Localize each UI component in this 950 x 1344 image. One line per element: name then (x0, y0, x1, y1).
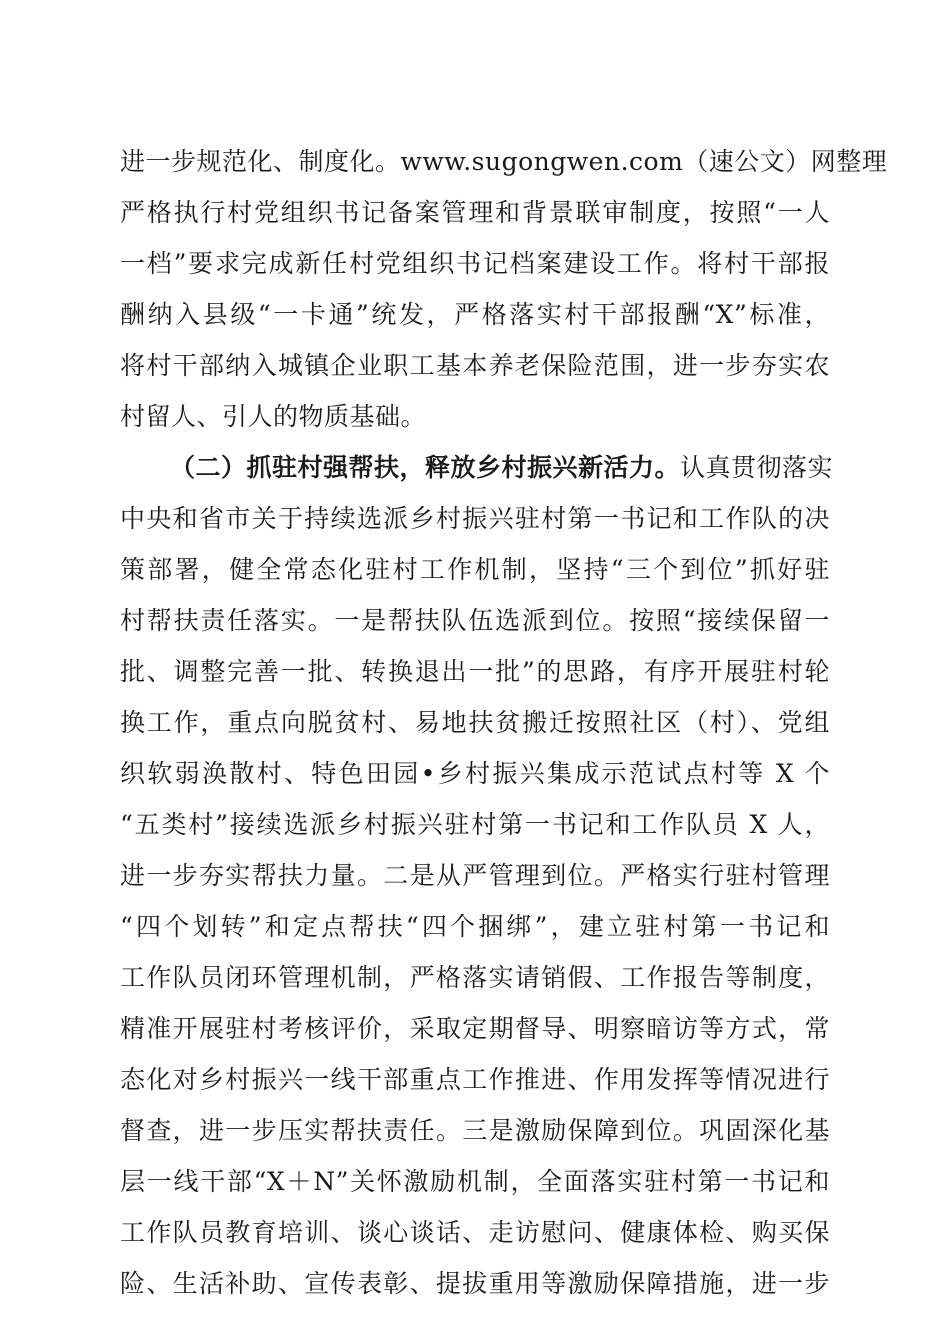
text-line: 工作队员闭环管理机制，严格落实请销假、工作报告等制度， (120, 963, 830, 992)
text-line: 态化对乡村振兴一线干部重点工作推进、作用发挥等情况进行 (120, 1065, 830, 1094)
text-line: 策部署，健全常态化驻村工作机制，坚持“三个到位”抓好驻 (120, 555, 830, 584)
text-line: 进一步规范化、制度化。www.sugongwen.com（速公文）网整理 (120, 147, 888, 176)
text-line: 酬纳入县级“一卡通”统发，严格落实村干部报酬“X”标准， (120, 300, 830, 329)
text-line: 工作队员教育培训、谈心谈话、走访慰问、健康体检、购买保 (120, 1218, 830, 1247)
text-line: 严格执行村党组织书记备案管理和背景联审制度，按照“一人 (120, 198, 830, 227)
text-line: “四个划转”和定点帮扶“四个捆绑”，建立驻村第一书记和 (120, 912, 830, 941)
text-line: 织软弱涣散村、特色田园•乡村振兴集成示范试点村等 X 个 (120, 759, 830, 788)
text-line: 村留人、引人的物质基础。 (120, 402, 427, 431)
text-line: 层一线干部“X＋N”关怀激励机制，全面落实驻村第一书记和 (120, 1167, 830, 1196)
text-line: 精准开展驻村考核评价，采取定期督导、明察暗访等方式，常 (120, 1014, 830, 1043)
text-line: 督查，进一步压实帮扶责任。三是激励保障到位。巩固深化基 (120, 1116, 830, 1145)
text-line: 批、调整完善一批、转换退出一批”的思路，有序开展驻村轮 (120, 657, 830, 686)
text-line: 一档”要求完成新任村党组织书记档案建设工作。将村干部报 (120, 249, 830, 278)
heading-continuation: 认真贯彻落实 (680, 453, 834, 482)
text-line: “五类村”接续选派乡村振兴驻村第一书记和工作队员 X 人， (120, 810, 830, 839)
text-line: 进一步夯实帮扶力量。二是从严管理到位。严格实行驻村管理 (120, 861, 830, 890)
text-line: 中央和省市关于持续选派乡村振兴驻村第一书记和工作队的决 (120, 504, 830, 533)
text-line: 险、生活补助、宣传表彰、提拔重用等激励保障措施，进一步 (120, 1269, 830, 1298)
section-heading-line (170, 443, 834, 493)
text-line: 将村干部纳入城镇企业职工基本养老保险范围，进一步夯实农 (120, 351, 830, 380)
text-line: 换工作，重点向脱贫村、易地扶贫搬迁按照社区（村）、党组 (120, 708, 830, 737)
text-line: 村帮扶责任落实。一是帮扶队伍选派到位。按照“接续保留一 (120, 606, 830, 635)
section-heading: （二）抓驻村强帮扶，释放乡村振兴新活力。 (170, 453, 681, 482)
